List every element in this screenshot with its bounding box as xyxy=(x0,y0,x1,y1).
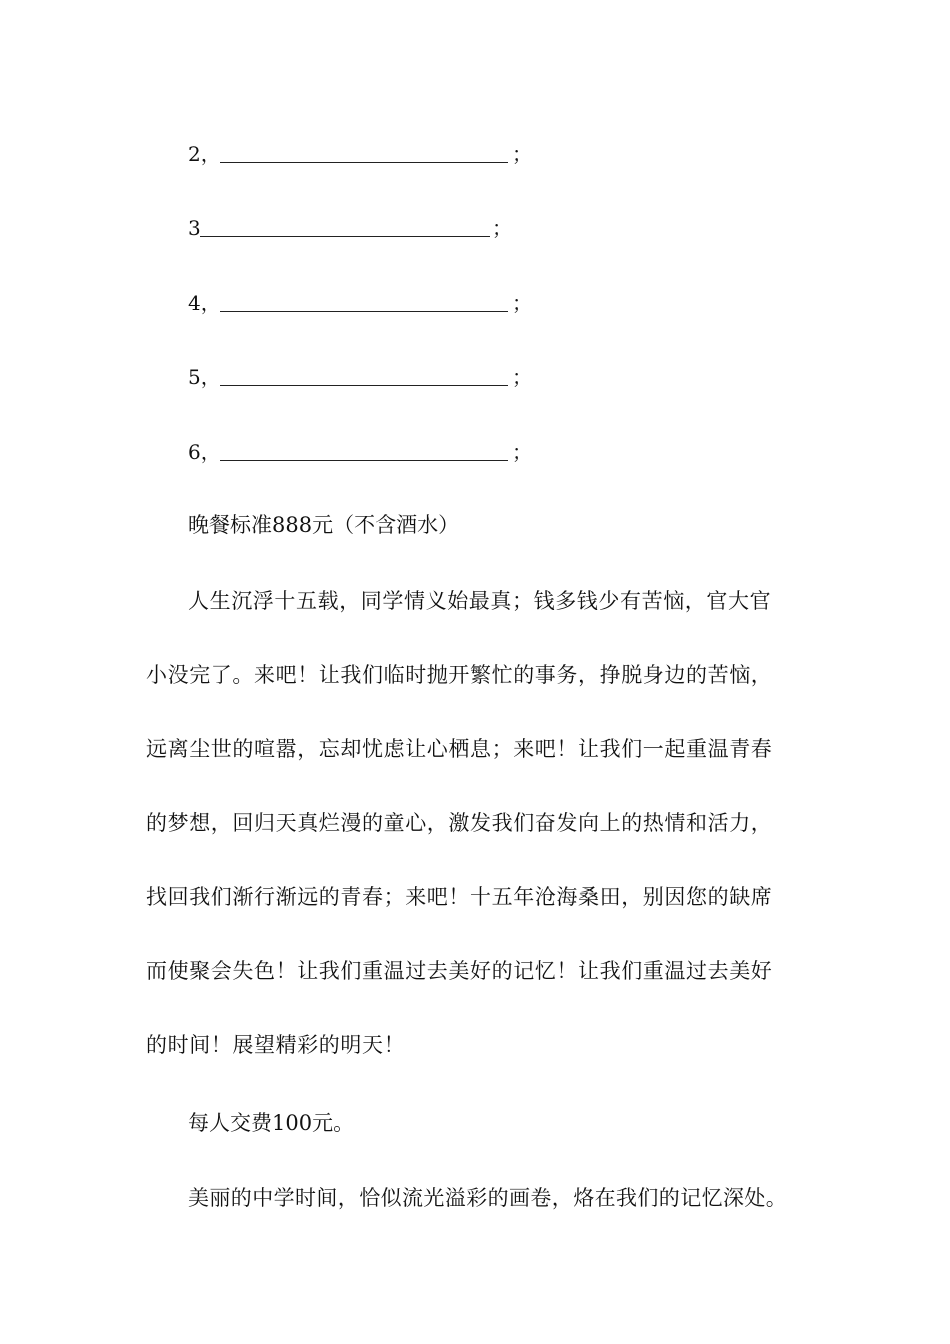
paragraph-line: 人生沉浮十五载，同学情义始最真；钱多钱少有苦恼，官大官 xyxy=(188,589,772,613)
fee-text: 每人交费100元。 xyxy=(188,1111,355,1135)
blank-number: 6， xyxy=(188,440,221,464)
blank-item-6 xyxy=(188,438,532,466)
paragraph-line: 而使聚会失色！让我们重温过去美好的记忆！让我们重温过去美好 xyxy=(146,959,773,983)
blank-item-4 xyxy=(188,289,532,317)
paragraph-line: 小没完了。来吧！让我们临时抛开繁忙的事务，挣脱身边的苦恼， xyxy=(146,663,773,687)
paragraph-line: 找回我们渐行渐远的青春；来吧！十五年沧海桑田，别因您的缺席 xyxy=(146,885,773,909)
blank-semicolon: ； xyxy=(512,365,532,389)
blank-item-2 xyxy=(188,140,532,168)
blank-underline[interactable] xyxy=(220,460,508,461)
blank-semicolon: ； xyxy=(512,440,532,464)
paragraph-line: 远离尘世的喧嚣，忘却忧虑让心栖息；来吧！让我们一起重温青春 xyxy=(146,737,773,761)
blank-number: 3 xyxy=(188,216,201,240)
blank-number: 5， xyxy=(188,365,221,389)
invitation-paragraph xyxy=(146,564,826,1082)
blank-number: 4， xyxy=(188,291,221,315)
blank-semicolon: ； xyxy=(492,216,512,240)
blank-semicolon: ； xyxy=(512,142,532,166)
blank-underline[interactable] xyxy=(220,385,508,386)
dinner-standard-text: 晚餐标准888元（不含酒水） xyxy=(188,513,460,537)
blank-underline[interactable] xyxy=(220,162,508,163)
blank-underline[interactable] xyxy=(200,236,490,237)
blank-item-3 xyxy=(188,214,512,242)
paragraph-line: 的梦想，回归天真烂漫的童心，激发我们奋发向上的热情和活力， xyxy=(146,811,773,835)
blank-item-5 xyxy=(188,363,532,391)
paragraph-line: 的时间！展望精彩的明天！ xyxy=(146,1033,406,1057)
blank-underline[interactable] xyxy=(220,311,508,312)
closing-text: 美丽的中学时间，恰似流光溢彩的画卷，烙在我们的记忆深处。 xyxy=(188,1186,788,1210)
blank-semicolon: ； xyxy=(512,291,532,315)
blank-number: 2， xyxy=(188,142,221,166)
